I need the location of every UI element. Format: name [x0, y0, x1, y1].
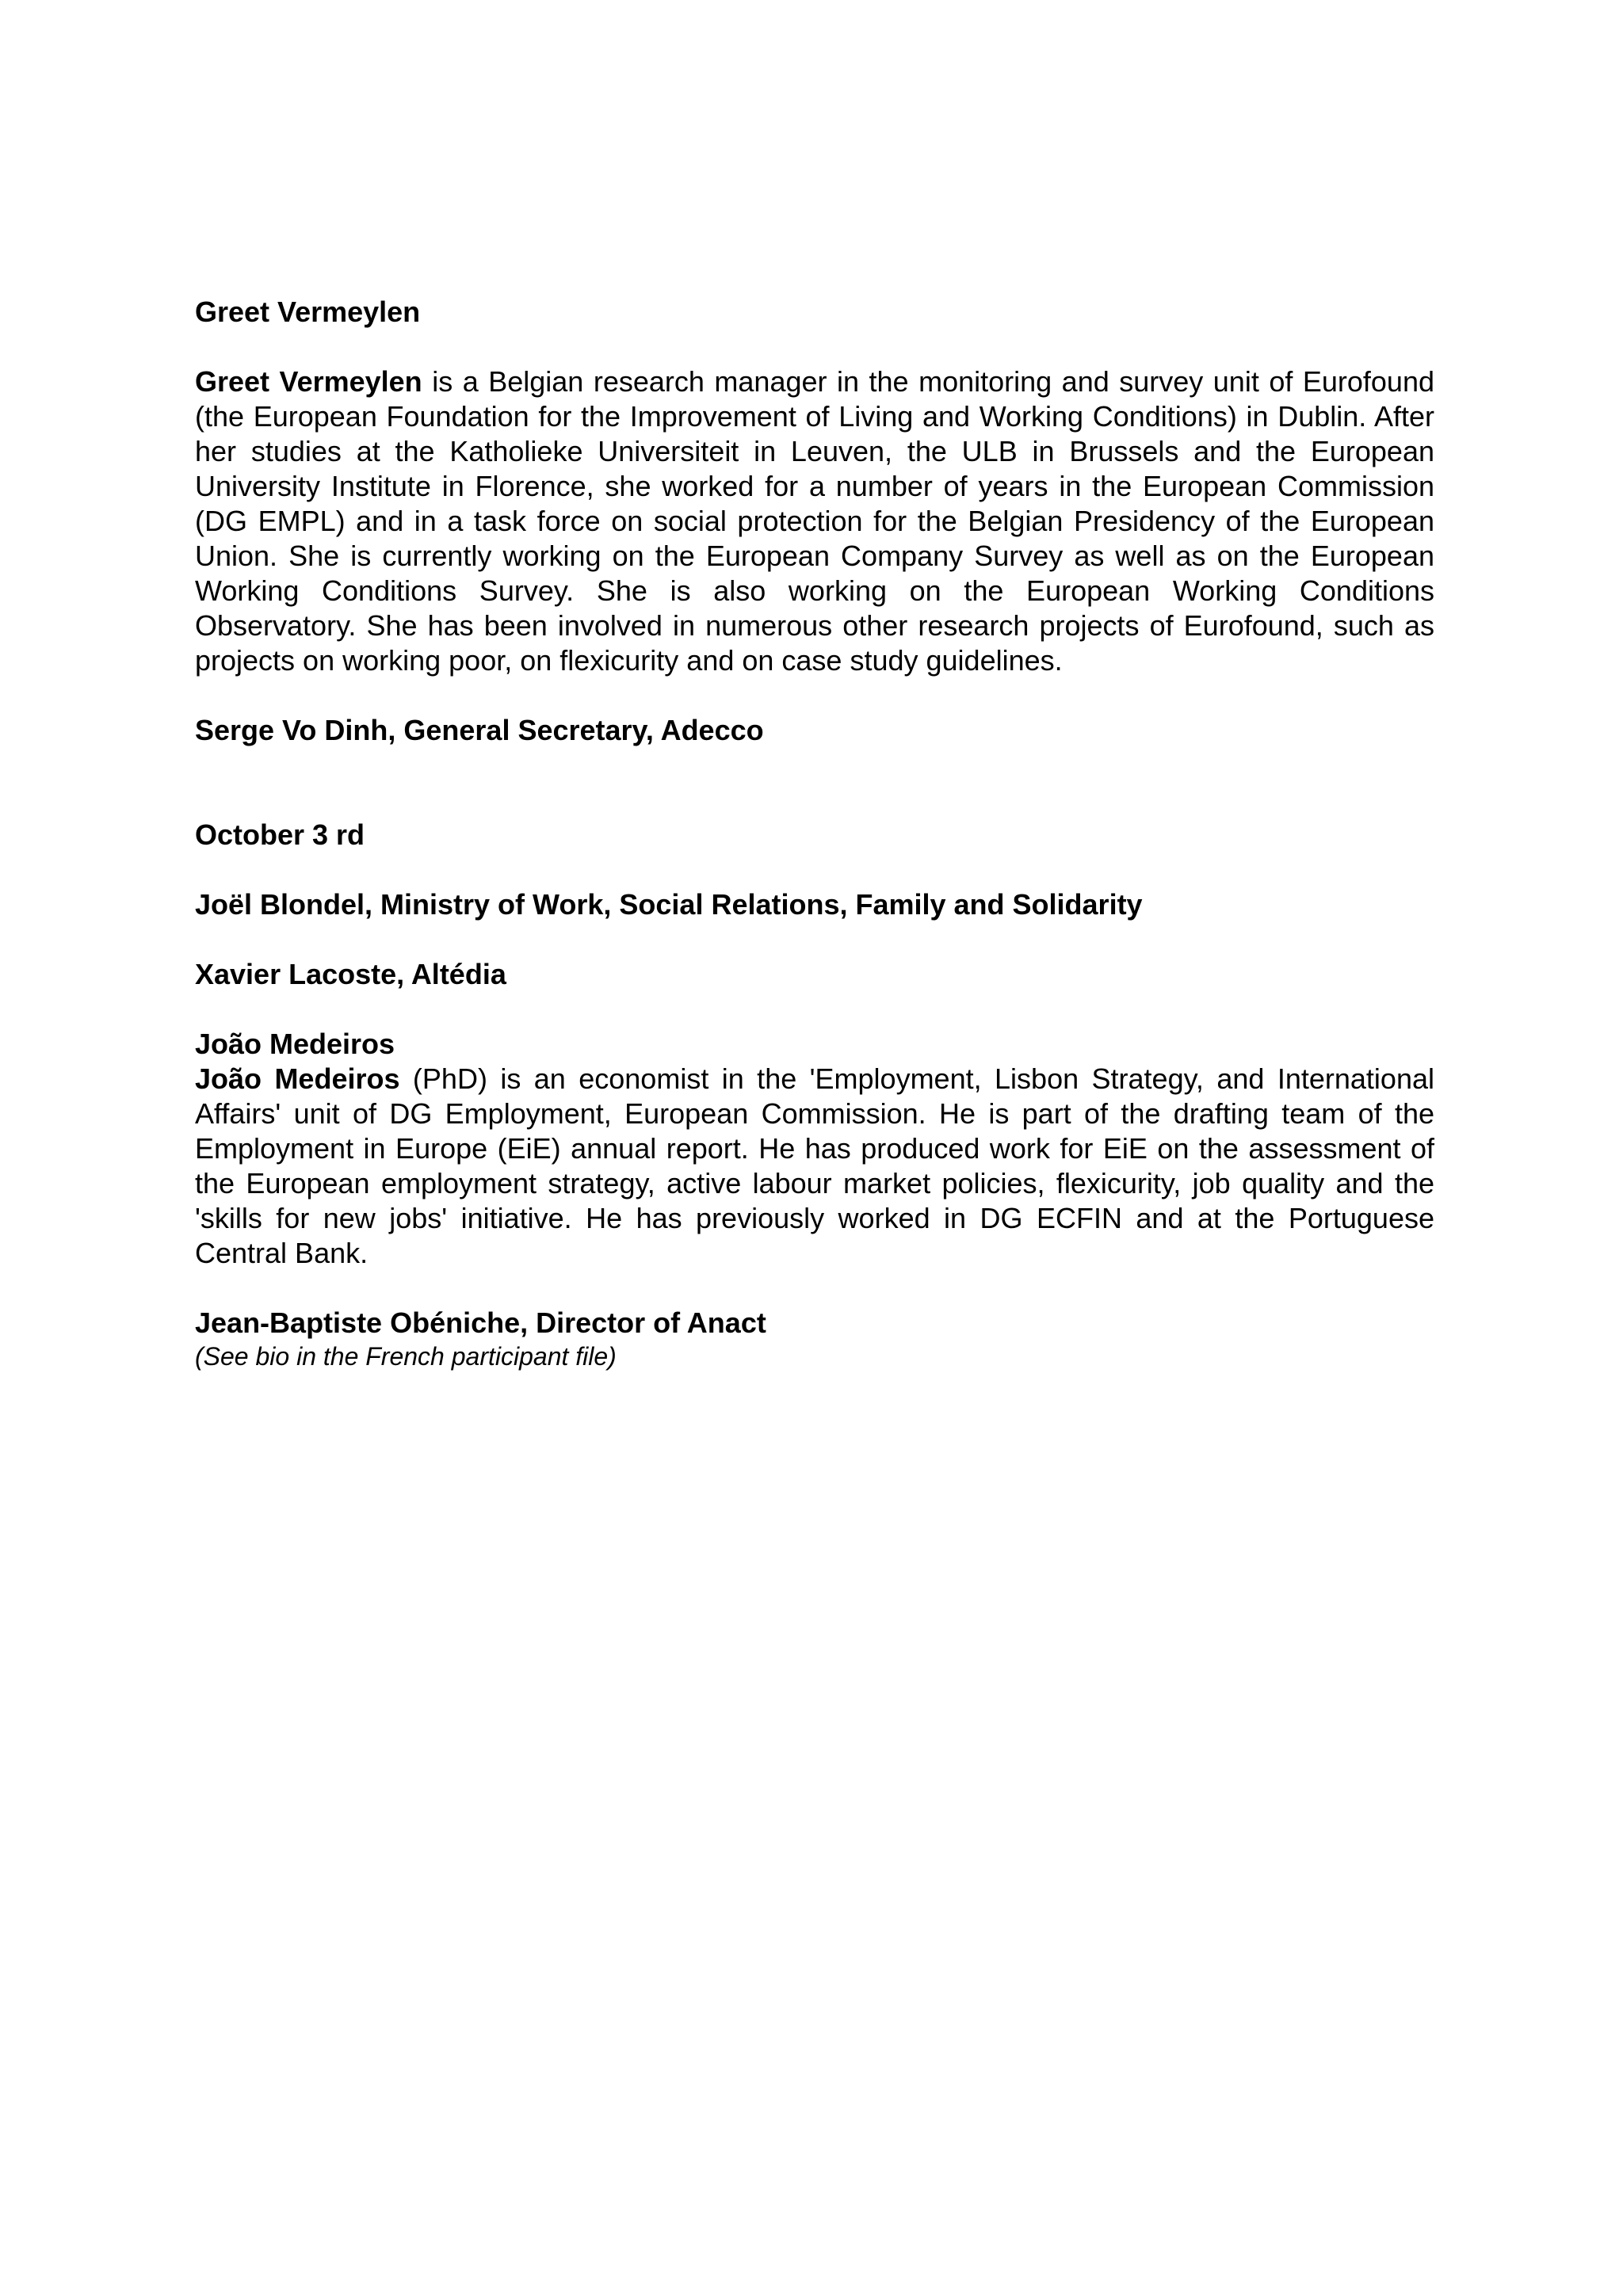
spacer	[195, 852, 1434, 887]
medeiros-bio-lead: João Medeiros	[195, 1062, 400, 1095]
blondel-heading: Joël Blondel, Ministry of Work, Social Relations, Family and Solidarity	[195, 888, 1143, 921]
medeiros-bio-text: (PhD) is an economist in the 'Employment, Lisbon Strategy, and International Affairs' unit of DG Employment, European Commission. He is part of the drafting team of the Employment in Europe (EiE) annual report. He has produced work for EiE on the assessment of the European employment strategy, active labour market policies, flexicurity, job quality and the 'skills for new jobs' initiative. He has previously worked in DG ECFIN and at the Portuguese Central Bank.	[195, 1062, 1434, 1269]
vermeylen-bio	[195, 364, 1434, 678]
obeniche-note: (See bio in the French participant file)	[195, 1342, 617, 1371]
day-heading: October 3 rd	[195, 818, 365, 851]
spacer	[195, 678, 1434, 713]
spacer	[195, 922, 1434, 957]
vermeylen-bio-text: is a Belgian research manager in the monitoring and survey unit of Eurofound (the European Foundation for the Improvement of Living and Working Conditions) in Dublin. After her studies at the Katholieke Universiteit in Leuven, the ULB in Brussels and the European University Institute in Florence, she worked for a number of years in the European Commission (DG EMPL) and in a task force on social protection for the Belgian Presidency of the European Union. She is currently working on the European Company Survey as well as on the European Working Conditions Survey. She is also working on the European Working Conditions Observatory. She has been involved in numerous other research projects of Eurofound, such as projects on working poor, on flexicurity and on case study guidelines.	[195, 365, 1434, 677]
spacer	[195, 330, 1434, 364]
medeiros-bio	[195, 1062, 1434, 1271]
vermeylen-heading: Greet Vermeylen	[195, 296, 421, 328]
vo-dinh-heading: Serge Vo Dinh, General Secretary, Adecco	[195, 714, 764, 746]
spacer	[195, 748, 1434, 818]
document-page	[195, 295, 1434, 1372]
obeniche-heading: Jean-Baptiste Obéniche, Director of Anact	[195, 1306, 766, 1339]
lacoste-heading: Xavier Lacoste, Altédia	[195, 958, 506, 990]
vermeylen-bio-lead: Greet Vermeylen	[195, 365, 422, 398]
medeiros-heading: João Medeiros	[195, 1028, 395, 1060]
spacer	[195, 992, 1434, 1027]
spacer	[195, 1271, 1434, 1306]
